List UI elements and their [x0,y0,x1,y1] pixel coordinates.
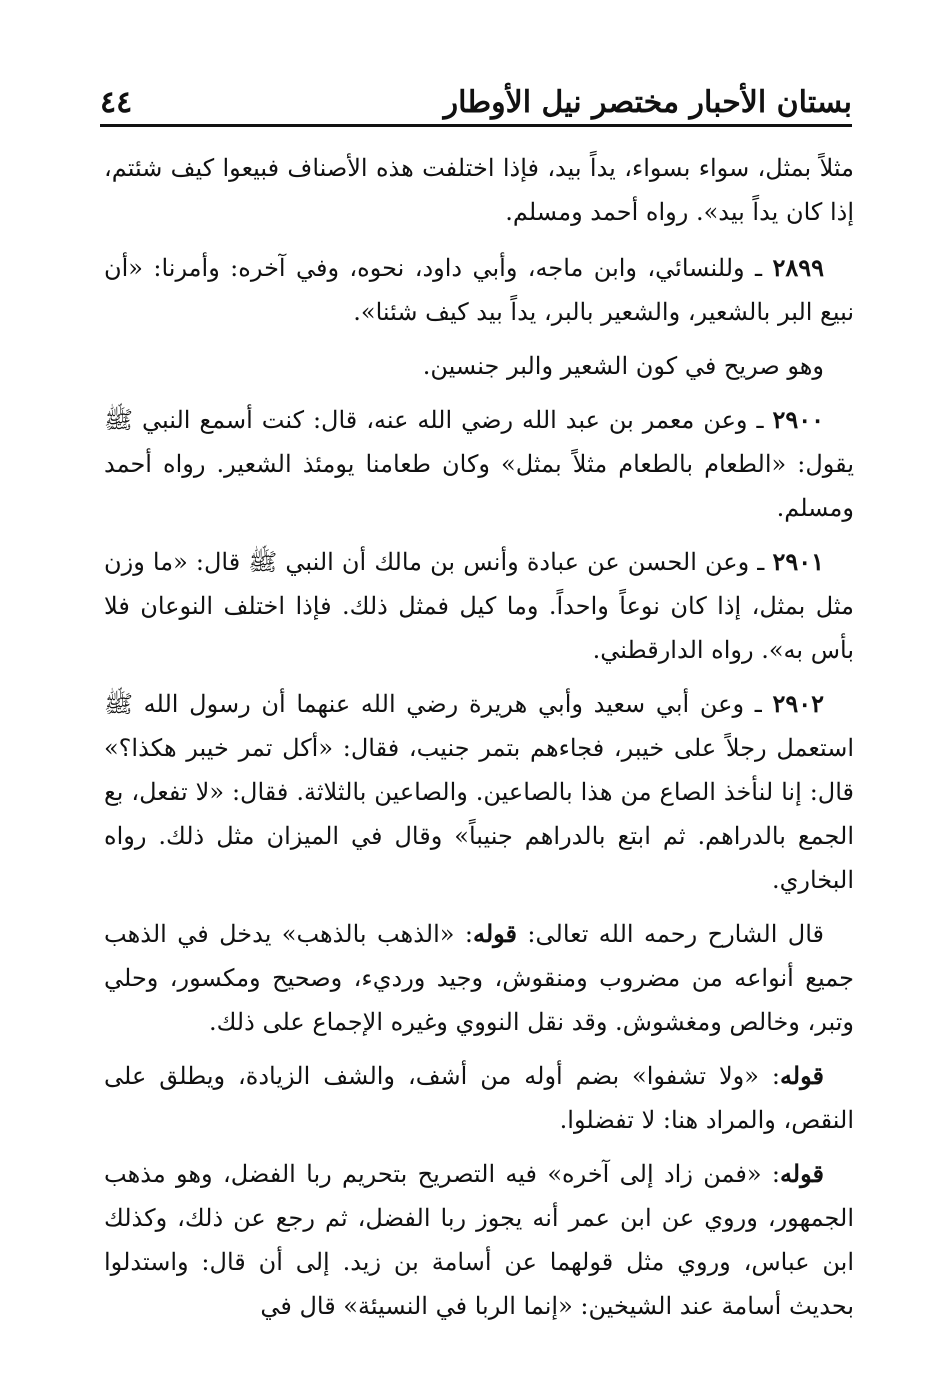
hadith-2899 [104,246,854,334]
hadith-number: ٢٩٠٢ [772,689,824,718]
page-number: ٤٤ [100,85,133,120]
commentary-paragraph [104,912,854,1044]
keyword-qawluhu: قوله [779,1159,824,1188]
book-title: بستان الأحبار مختصر نيل الأوطار [443,85,852,120]
paragraph-text: مثلاً بمثل، سواء بسواء، يداً بيد، فإذا اختلفت هذه الأصناف فبيعوا كيف شئتم، إذا كان يداً بيد». رواه أحمد ومسلم. [104,154,854,226]
hadith-number: ٢٩٠٠ [772,405,824,434]
hadith-number: ٢٩٠١ [772,547,824,576]
hadith-2902 [104,682,854,902]
paragraph-continuation [104,146,854,234]
paragraph-text: وهو صريح في كون الشعير والبر جنسين. [422,352,824,380]
page-header [100,76,852,127]
paragraph-intro: قال الشارح رحمه الله تعالى: [517,920,824,948]
keyword-qawluhu: قوله [472,919,518,948]
paragraph-text: ـ وعن أبي سعيد وأبي هريرة رضي الله عنهما أن رسول الله ﷺ استعمل رجلاً على خيبر، فجاءهم بتمر جنيب، فقال: «أكل تمر خيبر هكذا؟» قال: إنا لنأخذ الصاع من هذا بالصاعين. والصاعين بالثلاثة. فقال: «لا تفعل، بع الجمع بالدراهم. ثم ابتع بالدراهم جنيباً» وقال في الميزان مثل ذلك. رواه البخاري. [104,690,854,894]
hadith-2901 [104,540,854,672]
commentary-paragraph [104,1054,854,1142]
paragraph-text: ـ وعن الحسن عن عبادة وأنس بن مالك أن النبي ﷺ قال: «ما وزن مثل بمثل، إذا كان نوعاً واحداً. وما كيل فمثل ذلك. فإذا اختلف النوعان فلا بأس به». رواه الدارقطني. [104,548,854,664]
paragraph-text: : «ولا تشفوا» بضم أوله من أشف، والشف الزيادة، ويطلق على النقص، والمراد هنا: لا تفضلوا. [104,1062,854,1134]
paragraph-text: : «الذهب بالذهب» يدخل في الذهب جميع أنواعه من مضروب ومنقوش، وجيد ورديء، وصحيح ومكسور، وحلي وتبر، وخالص ومغشوش. وقد نقل النووي وغيره الإجماع على ذلك. [104,920,854,1036]
paragraph-text: : «فمن زاد إلى آخره» فيه التصريح بتحريم ربا الفضل، وهو مذهب الجمهور، وروي عن ابن عمر أنه يجوز ربا الفضل، ثم رجع عن ذلك، وكذلك ابن عباس، وروي مثل قولهما عن أسامة بن زيد. إلى أن قال: واستدلوا بحديث أسامة عند الشيخين: «إنما الربا في النسيئة» قال في [104,1160,854,1320]
paragraph-text: ـ وللنسائي، وابن ماجه، وأبي داود، نحوه، وفي آخره: وأمرنا: «أن نبيع البر بالشعير، والشعير بالبر، يداً بيد كيف شئنا». [104,254,854,326]
hadith-number: ٢٨٩٩ [772,253,824,282]
paragraph-text: ـ وعن معمر بن عبد الله رضي الله عنه، قال: كنت أسمع النبي ﷺ يقول: «الطعام بالطعام مثلاً بمثل» وكان طعامنا يومئذ الشعير. رواه أحمد ومسلم. [104,406,854,522]
commentary-paragraph [104,1152,854,1328]
page-body [104,146,854,1338]
hadith-2900 [104,398,854,530]
commentary-line [104,344,854,388]
keyword-qawluhu: قوله [779,1061,824,1090]
